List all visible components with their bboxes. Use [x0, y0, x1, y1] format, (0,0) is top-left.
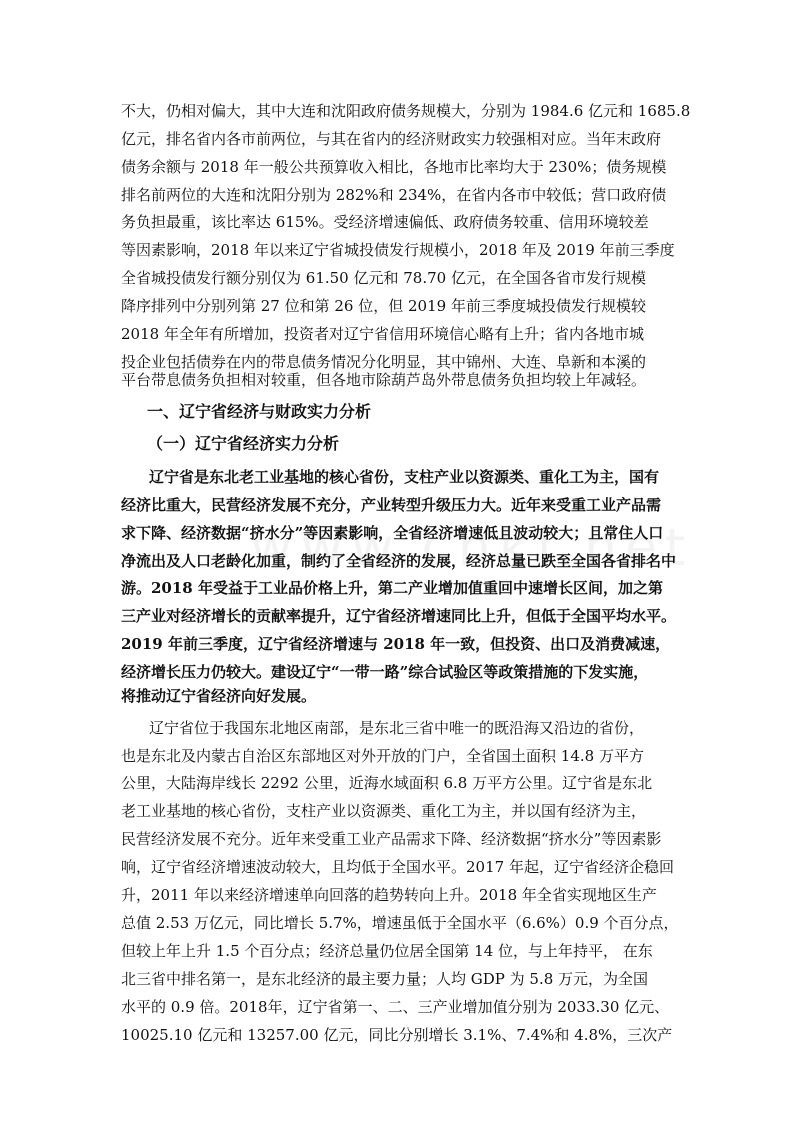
body-text-line: 北三省中排名第一，是东北经济的最主要力量；人均 GDP 为 5.8 万元，为全国 — [121, 970, 649, 988]
section-heading: （一）辽宁省经济实力分析 — [147, 434, 340, 453]
body-text-line: 民营经济发展不充分。近年来受重工业产品需求下降、经济数据“挤水分”等因素影 — [121, 830, 662, 848]
body-text-line: 等因素影响，2018 年以来辽宁省城投债发行规模小，2018 年及 2019 年前三季度 — [121, 241, 675, 259]
body-text-line: 升，2011 年以来经济增速单向回落的趋势转向上升。2018 年全省实现地区生产 — [121, 886, 657, 904]
body-text-line: 排名前两位的大连和沈阳分别为 282%和 234%，在省内各市中较低；营口政府债 — [121, 186, 667, 204]
body-text-line: 响，辽宁省经济增速波动较大，且均低于全国水平。2017 年起，辽宁省经济企稳回 — [121, 858, 674, 876]
body-text-line: 公里，大陆海岸线长 2292 公里，近海水域面积 6.8 万平方公里。辽宁省是东北 — [121, 774, 653, 792]
body-text-line: 总值 2.53 万亿元，同比增长 5.7%，增速虽低于全国水平（6.6%）0.9 个百分点， — [121, 914, 679, 932]
body-text-line: 辽宁省位于我国东北地区南部，是东北三省中唯一的既沿海又沿边的省份， — [149, 719, 645, 737]
body-text-line: 10025.10 亿元和 13257.00 亿元，同比分别增长 3.1%、7.4%和 4.8%，三次产 — [121, 1026, 673, 1044]
body-text-line: 亿元，排名省内各市前两位，与其在省内的经济财政实力较强相对应。当年末政府 — [121, 130, 662, 148]
body-text-line: 老工业基地的核心省份，支柱产业以资源类、重化工为主，并以国有经济为主， — [121, 802, 647, 820]
summary-line: 三产业对经济增长的贡献率提升，辽宁省经济增速同比上升，但低于全国平均水平。 — [121, 607, 677, 625]
summary-line: 净流出及人口老龄化加重，制约了全省经济的发展，经济总量已跌至全国各省排名中 — [121, 552, 677, 570]
summary-line: 经济比重大，民营经济发展不充分，产业转型升级压力大。近年来受重工业产品需 — [121, 496, 662, 514]
body-text-line: 投企业包括债券在内的带息债务情况分化明显，其中锦州、大连、阜新和本溪的 — [121, 353, 647, 371]
body-text-line: 不大，仍相对偏大，其中大连和沈阳政府债务规模大，分别为 1984.6 亿元和 1685.8 — [121, 102, 691, 120]
summary-line: 经济增长压力仍较大。建设辽宁“一带一路”综合试验区等政策措施的下发实施， — [121, 663, 649, 681]
summary-line: 辽宁省是东北老工业基地的核心省份，支柱产业以资源类、重化工为主，国有 — [149, 468, 660, 486]
section-heading: 一、辽宁省经济与财政实力分析 — [147, 402, 372, 421]
summary-line: 将推动辽宁省经济向好发展。 — [121, 687, 317, 705]
body-text-line: 降序排列中分别列第 27 位和第 26 位，但 2019 年前三季度城投债发行规模较 — [121, 297, 646, 315]
body-text-line: 但较上年上升 1.5 个百分点；经济总量仍位居全国第 14 位，与上年持平， 在东 — [121, 942, 653, 960]
body-text-line: 全省城投债发行额分别仅为 61.50 亿元和 78.70 亿元，在全国各省市发行规模 — [121, 269, 646, 287]
body-text-line: 2018 年全年有所增加，投资者对辽宁省信用环境信心略有上升；省内各地市城 — [121, 325, 644, 343]
body-text-line: 平台带息债务负担相对较重，但各地市除葫芦岛外带息债务负担均较上年减轻。 — [121, 371, 647, 389]
body-text-line: 也是东北及内蒙古自治区东部地区对外开放的门户，全省国土面积 14.8 万平方 — [121, 747, 644, 765]
body-text-line: 债务余额与 2018 年一般公共预算收入相比，各地市比率均大于 230%；债务规模 — [121, 158, 667, 176]
summary-line: 2019 年前三季度，辽宁省经济增速与 2018 年一致，但投资、出口及消费减速， — [121, 635, 671, 653]
body-text-line: 务负担最重，该比率达 615%。受经济增速偏低、政府债务较重、信用环境较差 — [121, 213, 649, 231]
summary-line: 游。2018 年受益于工业品价格上升，第二产业增加值重回中速增长区间，加之第 — [121, 579, 663, 597]
summary-line: 求下降、经济数据“挤水分”等因素影响，全省经济增速低且波动较大；且常住人口 — [121, 524, 664, 542]
body-text-line: 水平的 0.9 倍。2018年，辽宁省第一、二、三产业增加值分别为 2033.30 亿元、 — [121, 998, 670, 1016]
